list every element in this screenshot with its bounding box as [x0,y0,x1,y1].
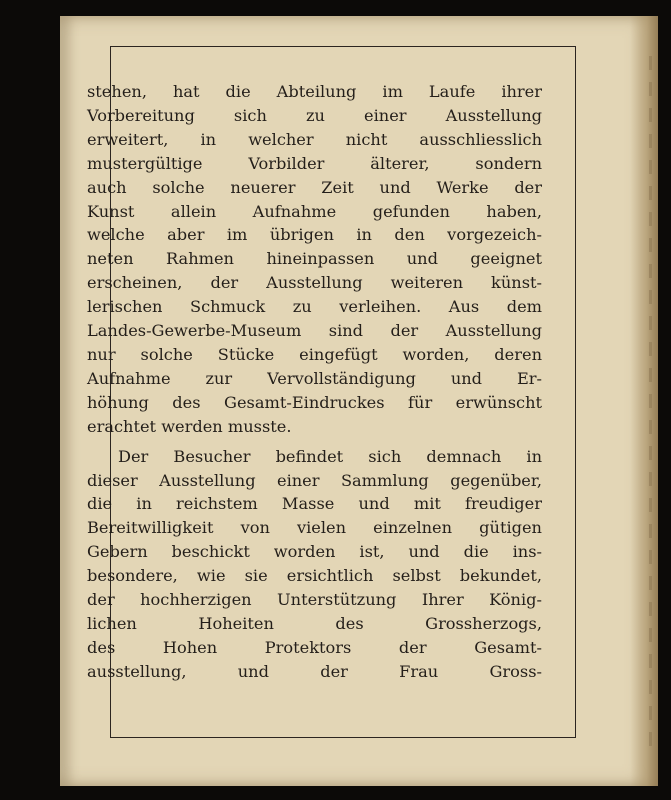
text-line: erweitert, in welcher nicht ausschliesslich [87,129,542,149]
page-edge-shadow [630,16,658,786]
text-line: des Hohen Protektors der Gesamt- [87,637,542,657]
text-line: neten Rahmen hineinpassen und geeignet [87,249,542,269]
text-line: erachtet werden musste. [87,416,292,436]
text-line: Aufnahme zur Vervollständigung und Er- [87,368,542,388]
text-line: erscheinen, der Ausstellung weiteren künst- [87,273,542,293]
text-line: die in reichstem Masse und mit freudiger [87,494,542,514]
text-line: höhung des Gesamt-Eindruckes für erwünscht [87,392,542,412]
text-line: mustergültige Vorbilder älterer, sondern [87,153,542,173]
text-line: Landes-Gewerbe-Museum sind der Ausstellung [87,321,542,341]
paragraph-1 [87,80,542,439]
page-body-text [87,80,542,684]
text-line: besondere, wie sie ersichtlich selbst bekundet, [87,566,542,586]
text-line: der hochherzigen Unterstützung Ihrer König- [87,590,542,610]
text-line: lerischen Schmuck zu verleihen. Aus dem [87,297,542,317]
paragraph-2 [87,445,542,684]
text-line: auch solche neuerer Zeit und Werke der [87,177,542,197]
text-line: lichen Hoheiten des Grossherzogs, [87,613,542,633]
text-line: Bereitwilligkeit von vielen einzelnen gütigen [87,518,542,538]
text-line: Gebern beschickt worden ist, und die ins- [87,542,542,562]
binding-stitch [649,56,652,756]
text-line: nur solche Stücke eingefügt worden, deren [87,344,542,364]
text-line: ausstellung, und der Frau Gross- [87,661,542,681]
text-line: Der Besucher befindet sich demnach in [118,446,542,466]
text-line: welche aber im übrigen in den vorgezeich- [87,225,542,245]
text-line: stehen, hat die Abteilung im Laufe ihrer [87,82,542,101]
text-line: dieser Ausstellung einer Sammlung gegenüber, [87,470,542,490]
text-line: Kunst allein Aufnahme gefunden haben, [87,201,542,221]
text-line: Vorbereitung sich zu einer Ausstellung [87,105,542,125]
